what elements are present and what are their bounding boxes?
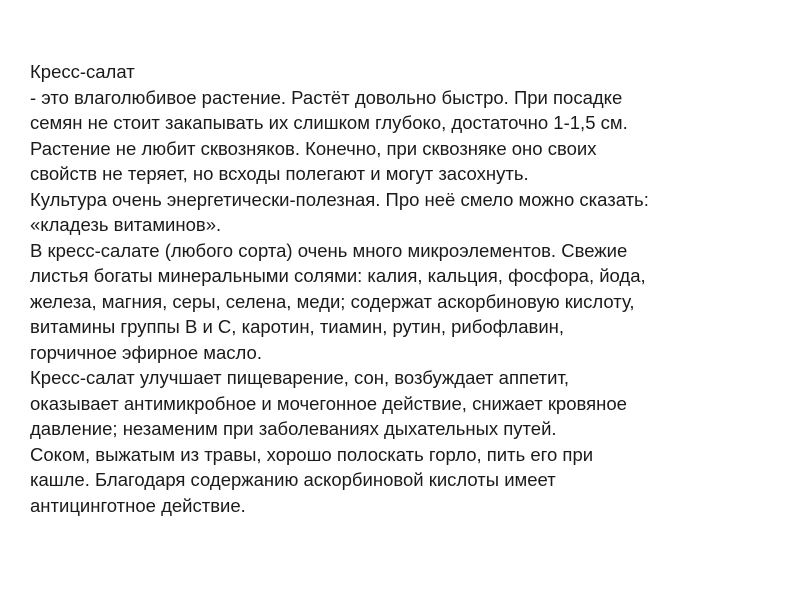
- text-line: оказывает антимикробное и мочегонное действие, снижает кровяное: [30, 392, 627, 414]
- text-line: листья богаты минеральными солями: калия, кальция, фосфора, йода,: [30, 265, 646, 286]
- text-line: горчичное эфирное масло.: [30, 341, 262, 363]
- text-line: Кресс-салат улучшает пищеварение, сон, возбуждает аппетит,: [30, 367, 570, 388]
- title-line: Кресс-салат: [30, 61, 135, 82]
- text-line: витамины группы В и С, каротин, тиамин, рутин, рибофлавин,: [30, 316, 565, 337]
- text-line: железа, магния, серы, селена, меди; содержат аскорбиновую кислоту,: [30, 290, 635, 312]
- slide-text-block: [30, 59, 780, 518]
- text-line: Соком, выжатым из травы, хорошо полоскать горло, пить его при: [30, 443, 594, 465]
- text-line: В кресс-салате (любого сорта) очень много микроэлементов. Свежие: [30, 239, 628, 261]
- text-line: семян не стоит закапывать их слишком глубоко, достаточно 1-1,5 см.: [30, 112, 628, 133]
- text-line: антицинготное действие.: [30, 494, 246, 516]
- text-line: давление; незаменим при заболеваниях дыхательных путей.: [30, 418, 557, 439]
- text-line: - это влаголюбивое растение. Растёт довольно быстро. При посадке: [30, 86, 623, 108]
- text-line: Культура очень энергетически-полезная. Про неё смело можно сказать:: [30, 188, 649, 210]
- text-line: кашле. Благодаря содержанию аскорбиновой кислоты имеет: [30, 469, 556, 490]
- text-line: Растение не любит сквозняков. Конечно, при сквозняке оно своих: [30, 137, 597, 159]
- text-line: свойств не теряет, но всходы полегают и могут засохнуть.: [30, 163, 529, 184]
- text-line: «кладезь витаминов».: [30, 214, 222, 235]
